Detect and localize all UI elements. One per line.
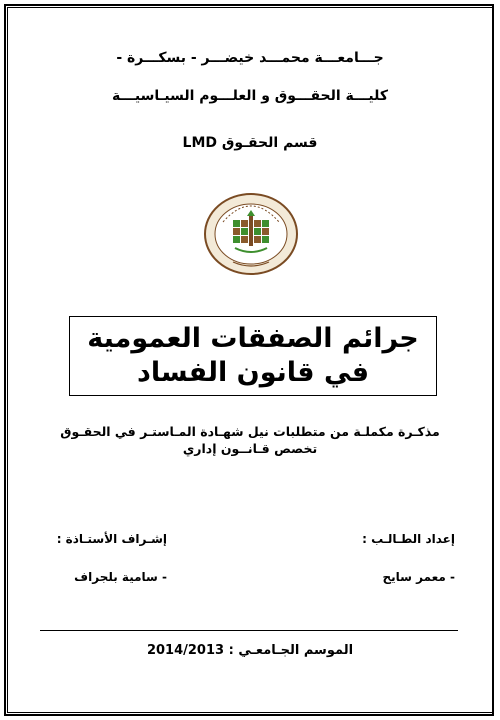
thesis-title-line1: جرائم الصفقات العمومية [87,323,419,354]
thesis-title-box [69,316,437,396]
university-logo [203,192,299,276]
author-label: إعداد الطـالـب : [362,532,455,546]
thesis-purpose: مذكـرة مكملـة من متطلبات نيل شهـادة المـاستـر في الحقـوق [60,424,440,439]
academic-year: الموسم الجـامعـي : 2014/2013 [146,643,354,658]
department-name: قسم الحقـوق LMD [182,135,318,151]
footer-divider [40,630,458,631]
university-seal-icon [203,192,299,276]
author-name: - معمر سايح [382,570,455,584]
supervisor-name: - سامية بلجراف [74,570,167,584]
faculty-name: كليـــة الحقـــوق و العلـــوم السيـاسيـــة [112,88,388,104]
thesis-specialty: تخصص قـانــون إداري [182,441,318,456]
thesis-title-line2: في قانون الفساد [136,357,370,388]
supervisor-label: إشـراف الأستـاذة : [56,532,167,546]
university-name: جـــامعـــة محمـــد خيضـــر - بسكـــرة - [116,50,384,66]
